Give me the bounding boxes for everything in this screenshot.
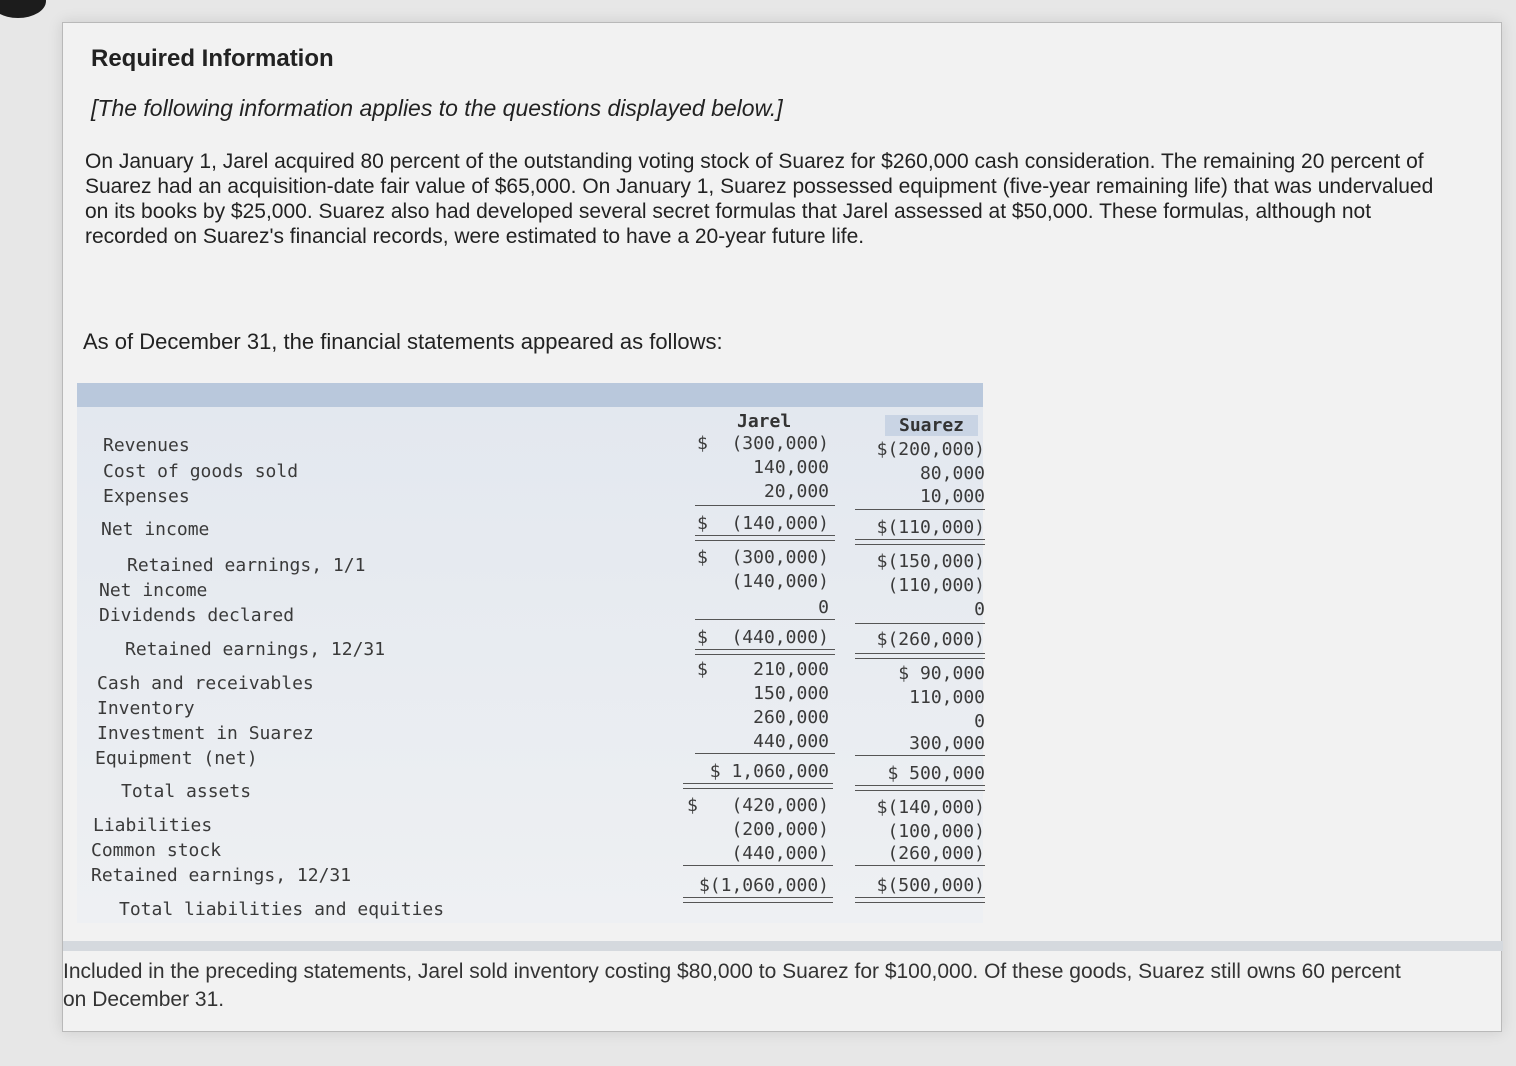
double-rule: [683, 783, 833, 789]
row-label-dividends: Dividends declared: [99, 605, 295, 626]
jarel-total-assets: $ 1,060,000: [709, 761, 829, 782]
row-label-revenues: Revenues: [103, 435, 190, 456]
suarez-investment: 0: [974, 711, 985, 732]
jarel-net-income-re: (140,000): [731, 571, 829, 592]
suarez-re-equity: (260,000): [887, 843, 985, 864]
rule: [695, 753, 835, 754]
suarez-net-income-re: (110,000): [887, 575, 985, 596]
intro-paragraph: On January 1, Jarel acquired 80 percent of the outstanding voting stock of Suarez for $260,000 cash consideration. The remaining 20 percent of Suarez had an acquisition-date fair value of $65,000. On January 1, Suarez possessed equipment (five-year remaining life) that was undervalued on its books by $25,000. Suarez also had developed several secret formulas that Jarel assessed at $50,000. These formulas, although not recorded on Suarez's financial records, were estimated to have a 20-year future life.: [85, 150, 1434, 248]
double-rule: [683, 897, 833, 903]
jarel-re-beginning: (300,000): [731, 547, 829, 568]
suarez-cash: $ 90,000: [898, 663, 985, 684]
jarel-expenses: 20,000: [763, 481, 829, 502]
row-label-common-stock: Common stock: [91, 840, 222, 861]
jarel-liabilities: (420,000): [731, 795, 829, 816]
financial-statements-table: [77, 383, 983, 923]
rule: [683, 865, 833, 866]
row-label-total-liabilities-equities: Total liabilities and equities: [119, 899, 445, 920]
rule: [855, 509, 985, 510]
suarez-common-stock: (100,000): [887, 821, 985, 842]
rule: [855, 623, 985, 624]
applies-note: [The following information applies to the questions displayed below.]: [91, 95, 783, 121]
row-label-investment: Investment in Suarez: [97, 723, 314, 744]
suarez-re-ending: $(260,000): [876, 629, 985, 650]
jarel-total-le: $(1,060,000): [698, 875, 829, 896]
row-label-liabilities: Liabilities: [93, 815, 213, 836]
dollar-sign: $: [697, 513, 708, 534]
suarez-liabilities: $(140,000): [876, 797, 985, 818]
as-of-text: As of December 31, the financial statements appeared as follows:: [83, 329, 723, 354]
row-label-retained-earnings-beginning: Retained earnings, 1/1: [127, 555, 366, 576]
jarel-re-equity: (440,000): [731, 843, 829, 864]
rule: [695, 619, 835, 620]
dollar-sign: $: [697, 627, 708, 648]
suarez-dividends: 0: [974, 599, 985, 620]
row-label-cogs: Cost of goods sold: [103, 461, 299, 482]
jarel-net-income: (140,000): [731, 513, 829, 534]
double-rule: [695, 535, 835, 541]
row-label-retained-earnings-equity: Retained earnings, 12/31: [91, 865, 352, 886]
double-rule: [695, 649, 835, 655]
suarez-net-income: $(110,000): [876, 517, 985, 538]
row-label-equipment: Equipment (net): [95, 748, 258, 769]
rule: [855, 755, 985, 756]
row-label-retained-earnings-ending: Retained earnings, 12/31: [125, 639, 386, 660]
jarel-revenues: (300,000): [731, 433, 829, 454]
jarel-dividends: 0: [818, 597, 829, 618]
table-bottom-bar: [63, 941, 1503, 951]
rule: [855, 865, 985, 866]
suarez-total-assets: $ 500,000: [887, 763, 985, 784]
row-label-net-income-re: Net income: [99, 580, 208, 601]
suarez-expenses: 10,000: [919, 486, 985, 507]
jarel-investment: 260,000: [753, 707, 829, 728]
dollar-sign: $: [687, 795, 698, 816]
dollar-sign: $: [697, 659, 708, 680]
suarez-re-beginning: $(150,000): [876, 551, 985, 572]
suarez-inventory: 110,000: [909, 687, 985, 708]
suarez-equipment: 300,000: [909, 733, 985, 754]
corner-artifact: [0, 0, 46, 18]
table-header-bar: [77, 383, 983, 407]
section-heading: Required Information: [91, 45, 334, 72]
jarel-re-ending: (440,000): [731, 627, 829, 648]
double-rule: [855, 653, 985, 659]
row-label-cash: Cash and receivables: [97, 673, 314, 694]
row-label-inventory: Inventory: [97, 698, 195, 719]
jarel-cogs: 140,000: [753, 457, 829, 478]
dollar-sign: $: [697, 547, 708, 568]
dollar-sign: $: [697, 433, 708, 454]
jarel-equipment: 440,000: [753, 731, 829, 752]
row-label-expenses: Expenses: [103, 486, 190, 507]
suarez-revenues: $(200,000): [876, 439, 985, 460]
suarez-cogs: 80,000: [919, 463, 985, 484]
jarel-inventory: 150,000: [753, 683, 829, 704]
rule: [695, 505, 835, 506]
double-rule: [855, 897, 985, 903]
closing-note: Included in the preceding statements, Jarel sold inventory costing $80,000 to Suarez for $100,000. Of these goods, Suarez still owns 60 percent on December 31.: [63, 960, 1401, 1011]
row-label-net-income: Net income: [101, 519, 210, 540]
column-header-jarel: Jarel: [737, 411, 792, 432]
suarez-total-le: $(500,000): [876, 875, 985, 896]
column-header-suarez: Suarez: [885, 415, 978, 436]
jarel-cash: 210,000: [753, 659, 829, 680]
double-rule: [855, 785, 985, 791]
row-label-total-assets: Total assets: [121, 781, 252, 802]
jarel-common-stock: (200,000): [731, 819, 829, 840]
question-card: [62, 22, 1502, 1032]
double-rule: [855, 539, 985, 545]
